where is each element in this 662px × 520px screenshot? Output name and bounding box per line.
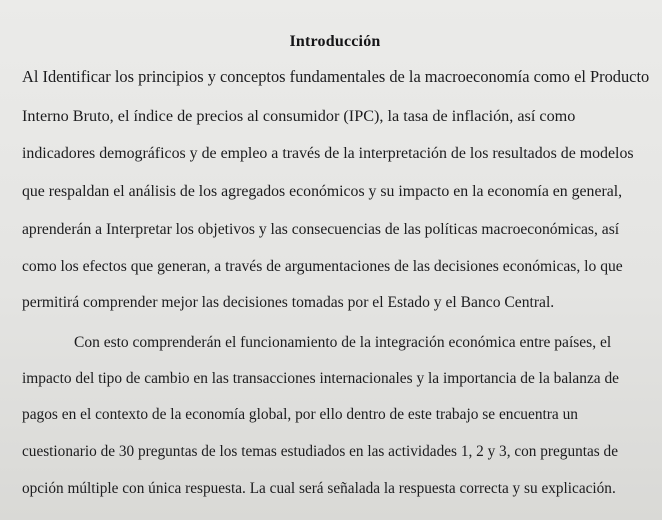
text-line: cuestionario de 30 preguntas de los temas estudiados en las actividades 1, 2 y 3, con preguntas de: [22, 443, 618, 460]
text-line: indicadores demográficos y de empleo a través de la interpretación de los resultados de modelos: [22, 145, 634, 162]
text-line: que respaldan el análisis de los agregados económicos y su impacto en la economía en general,: [22, 183, 623, 200]
text-line: opción múltiple con única respuesta. La cual será señalada la respuesta correcta y su explicación.: [22, 480, 616, 497]
text-line: permitirá comprender mejor las decisiones tomadas por el Estado y el Banco Central.: [22, 294, 555, 311]
text-line: pagos en el contexto de la economía global, por ello dentro de este trabajo se encuentra un: [22, 406, 578, 423]
text-line: Interno Bruto, el índice de precios al consumidor (IPC), la tasa de inflación, así como: [22, 107, 576, 125]
text-line: Al Identificar los principios y conceptos fundamentales de la macroeconomía como el Producto: [22, 67, 650, 86]
text-line: Con esto comprenderán el funcionamiento de la integración económica entre países, el: [74, 334, 612, 351]
text-line: como los efectos que generan, a través de argumentaciones de las decisiones económicas, lo que: [22, 258, 623, 275]
document-title: Introducción: [289, 33, 381, 50]
text-line: aprenderán a Interpretar los objetivos y las consecuencias de las políticas macroeconómicas, así: [22, 221, 620, 238]
text-line: impacto del tipo de cambio en las transacciones internacionales y la importancia de la balanza de: [22, 370, 619, 387]
